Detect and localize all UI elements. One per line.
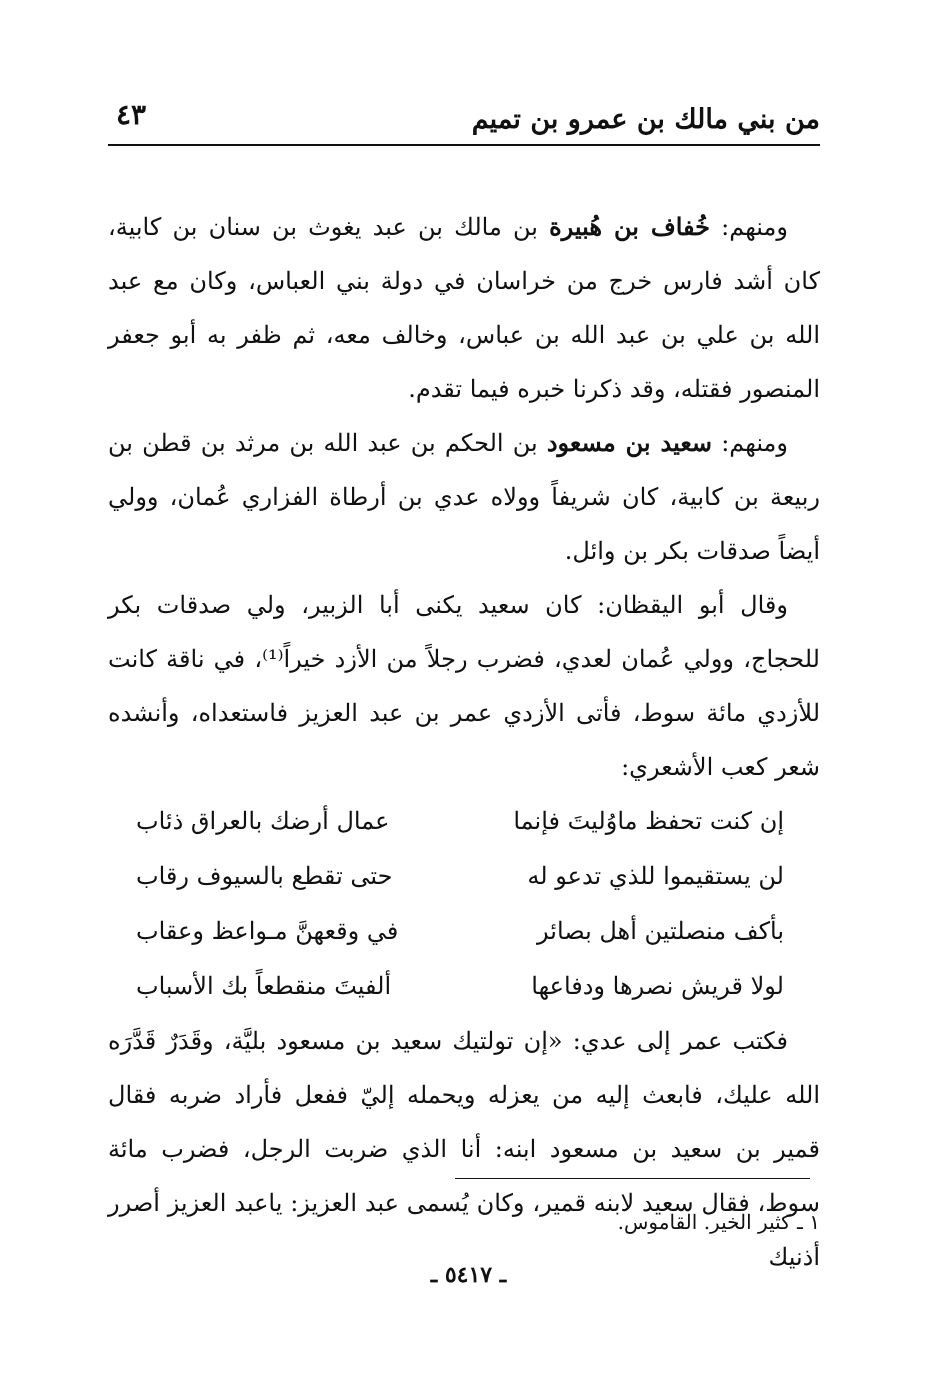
verse-first-hemistich: لن يستقيموا للذي تدعو له	[527, 862, 784, 890]
paragraph-text: بن الحكم بن عبد الله بن مرثد بن قطن بن ربيعة بن كابية، كان شريفاً وولاه عدي بن أرطاة الفزاري عُمان، وولي أيضاً صدقات بكر بن وائل.	[108, 429, 820, 565]
footnote: ١ ـ كثير الخير. القاموس.	[617, 1210, 820, 1234]
verse-second-hemistich: ألفيتَ منقطعاً بك الأسباب	[136, 972, 392, 1000]
paragraph-abu-al-yaqzan: وقال أبو اليقظان: كان سعيد يكنى أبا الزبير، ولي صدقات بكر للحجاج، وولي عُمان لعدي، فضرب رجلاً من الأزد خيراً⁽¹⁾، في ناقة كانت للأزدي مائة سوط، فأتى الأزدي عمر بن عبد العزيز فاستعداه، وأنشده شعر كعب الأشعري:	[108, 591, 820, 781]
poem-verse	[108, 794, 820, 849]
person-name: خُفاف بن هُبيرة	[549, 212, 710, 241]
poem-verse	[108, 959, 820, 1014]
paragraph-lead: ومنهم:	[710, 213, 788, 241]
header-title: من بني مالك بن عمرو بن تميم	[471, 104, 820, 135]
header-page-number: ٤٣	[116, 98, 147, 131]
person-name: سعيد بن مسعود	[546, 428, 713, 457]
poem-verse	[108, 849, 820, 904]
main-text	[108, 200, 820, 1284]
paragraph-text: بن مالك بن عبد يغوث بن سنان بن كابية، كان أشد فارس خرج من خراسان في دولة بني العباس، وكان مع عبد الله بن علي بن عبد الله بن عباس، وخالف معه، ثم ظفر به أبو جعفر المنصور فقتله، وقد ذكرنا خبره فيما تقدم.	[108, 213, 820, 403]
verse-first-hemistich: بأكف منصلتين أهل بصائر	[537, 917, 784, 945]
header-rule	[108, 144, 820, 146]
verse-first-hemistich: لولا قريش نصرها ودفاعها	[531, 972, 784, 1000]
paragraph-khufaf	[108, 200, 820, 416]
verse-second-hemistich: حتى تقطع بالسيوف رقاب	[136, 862, 393, 890]
footnote-rule	[455, 1178, 810, 1179]
paragraph-umar-letter: فكتب عمر إلى عدي: «إن تولتيك سعيد بن مسعود بليَّة، وقَدَرٌ قَدَّرَه الله عليك، فابعث إليه من يعزله ويحمله إليّ ففعل فأراد ضربه فقال قمير بن سعيد بن مسعود ابنه: أنا الذي ضربت الرجل، فضرب مائة سوط، فقال سعيد لابنه قمير، وكان يُسمى عبد العزيز: ياعبد العزيز أصرر أذنيك	[108, 1027, 820, 1271]
verse-second-hemistich: في وقعهنَّ مـواعظ وعقاب	[136, 917, 399, 945]
paragraph-said	[108, 416, 820, 578]
paragraph-lead: ومنهم:	[712, 429, 789, 457]
folio-number: ـ ٥٤١٧ ـ	[430, 1262, 507, 1288]
verse-second-hemistich: عمال أرضك بالعراق ذئاب	[136, 807, 390, 835]
poem	[108, 794, 820, 1014]
poem-verse	[108, 904, 820, 959]
running-header	[108, 88, 820, 148]
verse-first-hemistich: إن كنت تحفظ ماوُليتَ فإنما	[513, 807, 784, 835]
